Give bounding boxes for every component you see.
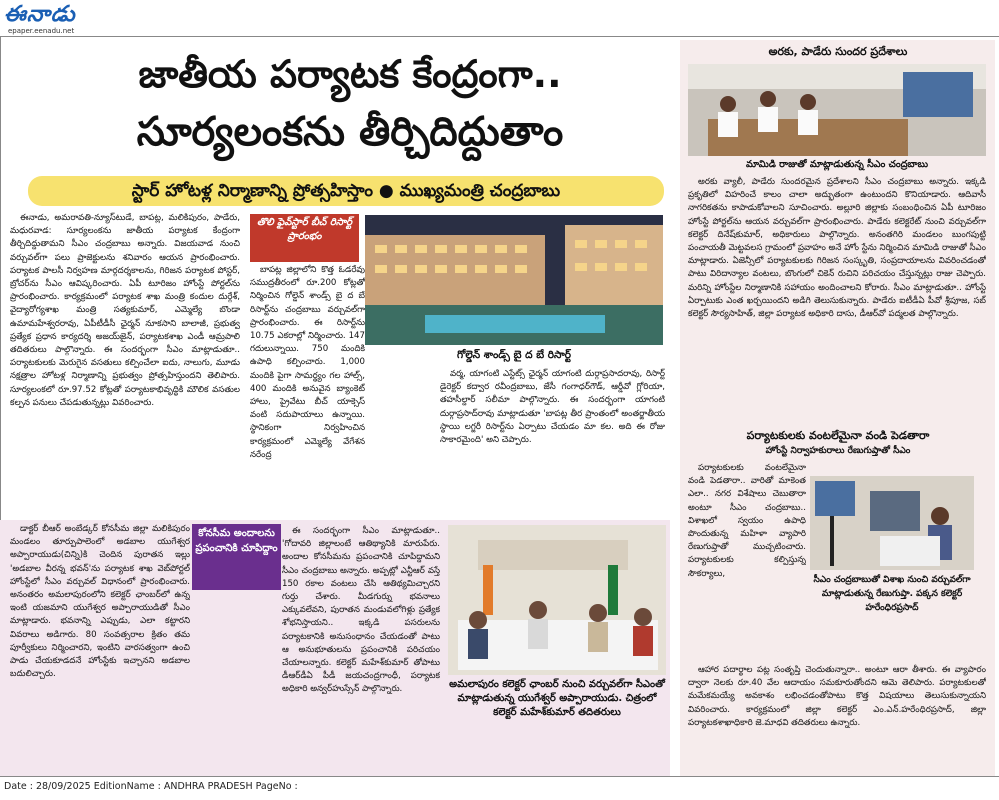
headline-line2: సూర్యలంకను తీర్చిదిద్దుతాం	[136, 109, 564, 155]
frame-top	[0, 36, 999, 37]
masthead-site: epaper.eenadu.net	[8, 27, 75, 35]
araku-meeting-photo	[688, 64, 986, 156]
meeting-illustration	[448, 525, 666, 675]
araku-photo-caption: మామిడి రాజుతో మాట్లాడుతున్న సీఎం చంద్రబాబు	[745, 159, 929, 170]
renu-gupta-photo	[810, 476, 974, 570]
main-story-col1: ఈనాడు, అమరావతి-న్యూస్‌టుడే, బాపట్ల, మలికిపురం, పాడేరు, మధురవాడ: సూర్యలంకను జాతీయ పర్యాటక కేంద్రంగా తీర్చిదిద్దుతామని సీఎం చంద్రబాబు అన్నారు. విజయవాడ నుంచి వర్చువల్‌గా పలు ప్రాజెక్టులను శనివారం ఆయన ప్రారంభించారు. పర్యాటక పాలసీ నిర్వహణ మార్గదర్శకాలను, గిరిజన పర్యాటక పోస్టర్, బ్రోచర్‌ను సీఎం ఆవిష్కరించారు. ఏపీ టూరిజం హోంస్టే పోర్టల్‌ను ప్రారంభించారు. కార్యక్రమంలో పర్యాటక శాఖ మంత్రి కందుల దుర్గేశ్, వైద్యారోగ్యశాఖ మంత్రి సత్యకుమార్, ఎమ్మెల్యే బొండా ఉమామహేశ్వరరావు, ఏపీటీడీసీ ఛైర్మన్ నూకసాని బాలాజీ, ప్రభుత్వ ప్రత్యేక ప్రధాన కార్యదర్శి అజయ్‌జైన్, పర్యాటకశాఖ ఎండీ ఆమ్రపాలి తదితరులు పాల్గొన్నారు. ఈ సందర్భంగా సీఎం మాట్లాడుతూ.. పర్యాటకులకు మెరుగైన వసతులు కల్పించేలా ఐదు, నాలుగు, మూడు నక్షత్రాల హోటళ్ల నిర్మాణాన్ని ప్రభుత్వం ప్రోత్సహిస్తుందని తెలిపారు. సూర్యలంకలో రూ.97.52 కోట్లతో పర్యాటకాభివృద్ధికి మౌలిక వసతుల కల్పన పనులు చేపడుతున్నట్లు వివరించారు.	[10, 213, 240, 408]
main-story-col2: బాపట్ల జిల్లాలోని కొత్త ఓడరేవు సముద్రతీరంలో రూ.200 కోట్లతో నిర్మించిన గోల్డెన్ శాండ్స్ బై ద బే రిసార్ట్‌ను చంద్రబాబు వర్చువల్‌గా ప్రారంభించారు. ఈ రిసార్ట్‌ను 10.75 ఎకరాల్లో నిర్మించారు. 147 గదులున్నాయి. 750 మందికి ఉపాధి కల్పించారు. 1,000 మందికి పైగా సామర్థ్యం గల హాల్స్, 400 మందికి అనువైన బ్యాంకెట్ హాలు, ప్రైవేటు బీచ్ యాక్సెస్ వంటి సదుపాయాలు ఉన్నాయి. స్థానికంగా నిర్వహించిన కార్యక్రమంలో ఎమ్మెల్యే వేగేశన నరేంద్ర	[250, 265, 365, 460]
tourists-text: ఆహార పదార్థాల పట్ల సంతృప్తి చెందుతున్నారా.. అంటూ ఆరా తీశారు. ఈ వ్యాపారం ద్వారా నెలకు రూ.40 వేల ఆదాయం సమకూరుతోందని ఆమె తెలిపారు. పర్యాటకులతో మమేకమయ్యే అవకాశం లభించడంతోపాటు కొత్త విషయాలు తెలుసుకున్నాయని వివరించారు. కార్యక్రమంలో జిల్లా కలెక్టర్ ఎం.ఎన్.హరేంధిరప్రసాద్, జిల్లా పర్యాటకశాఖాధికారి జె.మాధవి తదితరులు ఉన్నారు.	[688, 665, 986, 728]
konaseema-tag: కోనసీమ అందాలను ప్రపంచానికి చూపిద్దాం	[192, 524, 281, 590]
resort-illustration	[365, 215, 663, 345]
video-call-studio-illustration	[810, 476, 974, 570]
frame-bottom	[0, 776, 999, 777]
main-story-col3: వర్మ, యాగంటి ఎస్టేట్స్ ఛైర్మన్ యాగంటి దుర్గాప్రసాదరావు, రిసార్ట్ డైరెక్టర్ కద్వార రవీంద్రబాబు, జేసీ గంగాధర్‌గౌడ్, ఆర్డీవో గ్లోరియా, తహసీల్దార్ సలీమా పాల్గొన్నారు. ఈ సందర్భంగా యాగంటి దుర్గాప్రసాద్‌రావు మాట్లాడుతూ 'బాపట్ల తీర ప్రాంతంలో అంతర్జాతీయ స్థాయి లగ్జరీ రిసార్ట్‌ను ఏర్పాటు చేయడం మా కల. అది ఈ రోజు సాకారమైంది' అని చెప్పారు.	[440, 369, 665, 446]
araku-heading: అరకు, పాడేరు సుందర ప్రదేశాలు	[768, 45, 908, 58]
headline-line1: జాతీయ పర్యాటక కేంద్రంగా..	[138, 52, 562, 96]
tourists-heading: పర్యాటకులకు వంటలేమైనా వండి పెడతారా	[746, 429, 930, 442]
five-star-resort-tag: తొలి ఫైవ్‌స్టార్ బీచ్ రిసార్ట్ ప్రారంభం	[250, 214, 359, 262]
collector-photo-caption: అమలాపురం కలెక్టర్ ఛాంబర్ నుంచి వర్చువల్‌గా సీఎంతో మాట్లాడుతున్న యుగేశ్వర్ అప్పారాయుడు. చిత్రంలో కలెక్టర్ మహేశ్‌కుమార్ తదితరులు	[449, 679, 665, 718]
masthead-logo: ఈనాడు	[4, 2, 76, 27]
collector-chamber-photo	[448, 525, 666, 675]
tourists-text-beside: పర్యాటకులకు వంటలేమైనా వండి పెడతారా.. వారితో మాకెంత ఎలా.. నగర విశేషాలు చెబుతారా అంటూ సీఎం చంద్రబాబు.. విశాఖలో స్వయం ఉపాధి పొందుతున్న మహిళా వ్యాపారి రేణుగుప్తాతో ముచ్చటించారు. పర్యాటకులకు కల్పిస్తున్న సౌకర్యాలు,	[688, 463, 806, 579]
renu-gupta-photo-caption: సీఎం చంద్రబాబుతో విశాఖ నుంచి వర్చువల్‌గా మాట్లాడుతున్న రేణుగుప్తా. పక్కన కలెక్టర్ హరేంధిరప్రసాద్	[813, 575, 971, 613]
konaseema-col2: ఈ సందర్భంగా సీఎం మాట్లాడుతూ.. 'గోదావరి జిల్లాలంటే ఆతిథ్యానికి మారుపేరు. అందాల కోనసీమను ప్రపంచానికి చూపిద్దామని సీఎం చంద్రబాబు అన్నారు. అప్పట్లో ఎన్టీఆర్ వస్తే 150 రకాల వంటలు చేసి ఆతిథ్యమిచ్చారని గుర్తు చేశారు. మీడగుర్ను భవనాలు ఎక్కువలేవని, పురాతన మండువలోగిళ్లు ప్రత్యేక శోభనిస్తాయని.. ఇక్కడి పసరులను పర్యాటకానికి అనుసంధానం చేయడంతో పాటు ఆ అనుభూతులను ప్రపంచానికి పరిచయం చేయాలన్నారు. కలెక్టర్ మహేశ్‌కుమార్ తోపాటు డీఆర్‌డీఏ పీడీ జయచంద్రగాంధీ, పర్యాటక అధికారి అన్వర్‌హుస్సేన్ పాల్గొన్నారు.	[282, 526, 440, 695]
footer-edition-info: Date : 28/09/2025 EditionName : ANDHRA PRADESH PageNo :	[4, 781, 298, 792]
araku-text: అరకు వ్యాలీ, పాడేరు సుందరమైన ప్రదేశాలని సీఎం చంద్రబాబు అన్నారు. ఇక్కడి ప్రకృతిలో విహరించే కాలం చాలా అద్భుతంగా ఉంటుందని కొనియాడారు. ఆదివాసీ నాగరికతను కాపాడుకోవాలని సూచించారు. అల్లూరి జిల్లాకు సంబంధించిన ఏపీ టూరిజం హోంస్టే పోర్టల్‌ను ఆయన వర్చువల్‌గా ప్రారంభించారు. పాడేరు కలెక్టరేట్ నుంచి వర్చువల్‌గా కలెక్టర్ దినేష్‌కుమార్, అధికారులు పాల్గొన్నారు. అనంతగిరి మండలం బుంగపుట్టి పంచాయతీ మెట్టవలస గ్రామంలో ప్రవాహం అనే హోం స్టేను నిర్మించిన మామిడి రాజుతో సీఎం మాట్లాడారు. ఏజెన్సీలో పర్యాటకులకు గిరిజన సంస్కృతి, సంప్రదాయాలను వివరించడంతో పాటు విరిదాన్యాల వంటలు, బొంగులో చికెన్ రుచిని పరిచయం చేస్తున్నట్లు రాజు చెప్పారు. మరిన్ని హోంస్టేల నిర్మాణానికి సహాయం అందించాలని కోరారు. సీఎం మాట్లాడుతూ.. హోంస్టే ఏర్పాటుకు ఎంత ఖర్చయిందని అడిగి తెలుసుకున్నారు. పాడేరు ఐటీడీఏ పీవో శ్రీపూజ, సబ్ కలెక్టర్ సౌర్యసాహిత్, జిల్లా పర్యాటక అధికారి దాసు, డీఆర్‌వో పద్మలత పాల్గొన్నారు.	[688, 177, 986, 320]
cm-video-call-illustration	[688, 64, 986, 156]
resort-photo	[365, 215, 663, 345]
resort-photo-caption: గోల్డెన్ శాండ్స్ బై ద బే రిసార్ట్	[456, 349, 572, 361]
tourists-subheading: హోంస్టే నిర్వాహకురాలు రేణుగుప్తాతో సీఎం	[765, 446, 911, 456]
konaseema-col1: డాక్టర్ బీఆర్ అంబేడ్కర్ కోనసీమ జిల్లా మలికిపురం మండలం తూర్పుపాలెంలో అడబాల యుగేశ్వర అప్పారాయుడు(చిన్ని)కి చెందిన పురాతన ఇల్లు 'అడబాల వీరన్న భవన్'ను పర్యాటక శాఖ వెబ్‌పోర్టల్ హోంస్టేలో సీఎం వర్చువల్ విధానంలో ప్రారంభించారు. అనంతరం అమలాపురంలోని కలెక్టర్ ఛాంబర్‌లో ఉన్న ఇంటి యజమాని యుగేశ్వర అప్పారాయుడితో సీఎం మాట్లాడారు. భవనాన్ని ఎప్పుడు, ఎలా కట్టారని వివరాలు అడిగారు. 80 సంవత్సరాల క్రితం తమ పూర్వీకులు నిర్మించారని, ఇంటిని వారసత్వంగా ఉంచి పాడు చేయకూడదనే హోంస్టేకు ఇచ్చానని అడబాల బదులిచ్చారు.	[10, 524, 190, 680]
subheadline-bar: స్టార్ హోటళ్ల నిర్మాణాన్ని ప్రోత్సహిస్తాం ● ముఖ్యమంత్రి చంద్రబాబు	[28, 176, 664, 206]
